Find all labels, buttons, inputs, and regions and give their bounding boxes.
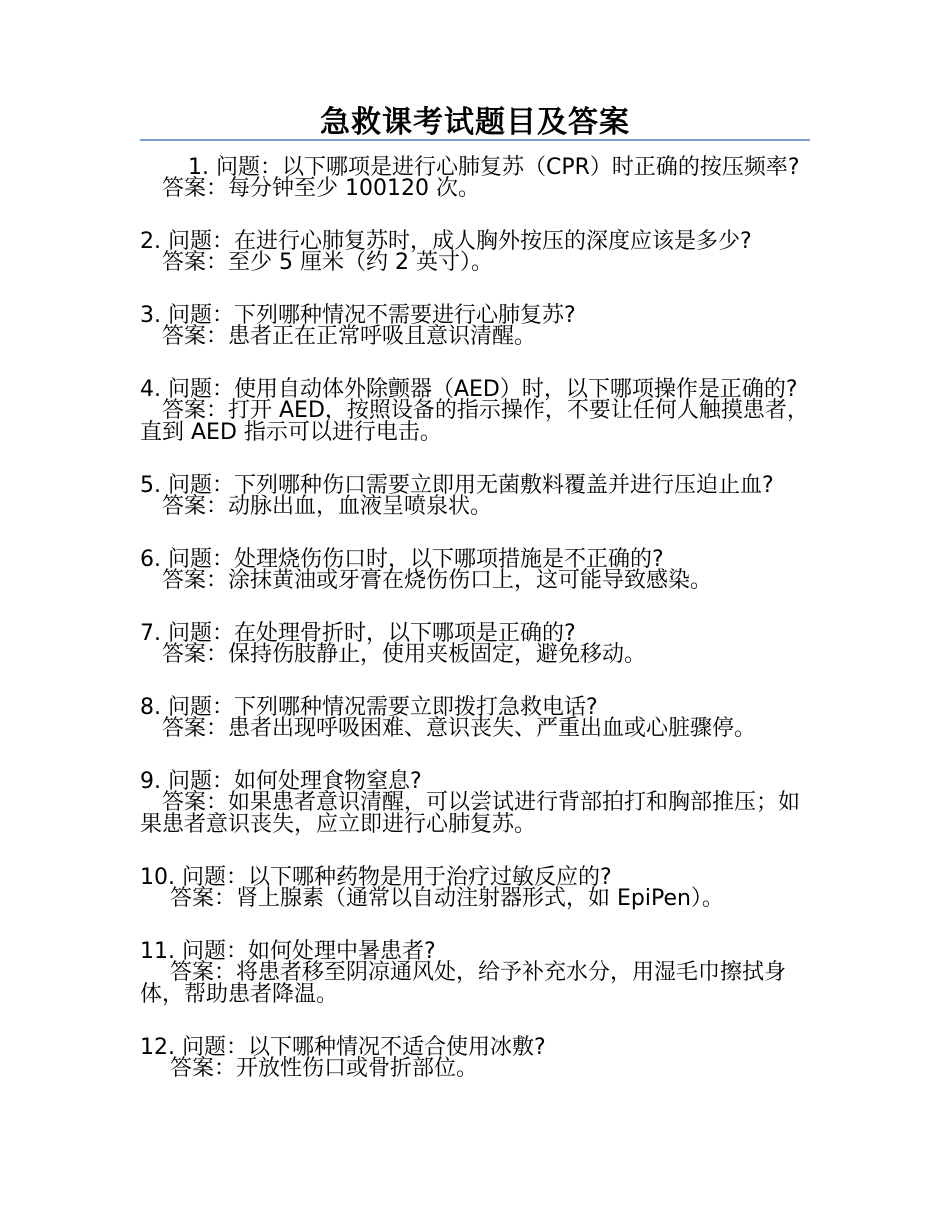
- question-text: 5. 问题：下列哪种伤口需要立即用无菌敷料覆盖并进行压迫止血?: [140, 473, 774, 498]
- question-text: 1. 问题：以下哪项是进行心肺复苏（CPR）时正确的按压频率?: [188, 155, 800, 180]
- answer-text: 答案：涂抹黄油或牙膏在烧伤伤口上，这可能导致感染。: [162, 568, 713, 593]
- qa-item-6: [140, 549, 810, 592]
- answer-text: 答案：开放性伤口或骨折部位。: [170, 1056, 479, 1081]
- question-text: 8. 问题：下列哪种情况需要立即拨打急救电话?: [140, 695, 598, 720]
- title-underline: [140, 139, 810, 141]
- question-text: 9. 问题：如何处理食物窒息?: [140, 769, 422, 794]
- answer-text: 答案：如果患者意识清醒，可以尝试进行背部拍打和胸部推压；如果患者意识丧失，应立即进行心肺复苏。: [140, 790, 801, 837]
- question-text: 6. 问题：处理烧伤伤口时，以下哪项措施是不正确的?: [140, 547, 664, 572]
- qa-item-2: [140, 231, 810, 274]
- qa-item-5: [140, 475, 810, 518]
- qa-list: [140, 157, 810, 1111]
- question-text: 7. 问题：在处理骨折时，以下哪项是正确的?: [140, 621, 576, 646]
- question-text: 2. 问题：在进行心肺复苏时，成人胸外按压的深度应该是多少?: [140, 229, 752, 254]
- question-text: 10. 问题：以下哪种药物是用于治疗过敏反应的?: [140, 865, 612, 890]
- qa-item-1: [140, 157, 810, 200]
- qa-item-10: [140, 867, 810, 910]
- answer-text: 答案：每分钟至少 100120 次。: [162, 176, 480, 201]
- answer-text: 答案：患者正在正常呼吸且意识清醒。: [162, 324, 537, 349]
- question-text: 12. 问题：以下哪种情况不适合使用冰敷?: [140, 1035, 546, 1060]
- question-text: 3. 问题：下列哪种情况不需要进行心肺复苏?: [140, 303, 576, 328]
- qa-item-9: [140, 771, 810, 836]
- qa-item-7: [140, 623, 810, 666]
- qa-item-12: [140, 1037, 810, 1080]
- answer-text: 答案：肾上腺素（通常以自动注射器形式，如 EpiPen）。: [170, 886, 724, 911]
- qa-item-3: [140, 305, 810, 348]
- qa-item-11: [140, 941, 810, 1006]
- question-text: 11. 问题：如何处理中暑患者?: [140, 939, 436, 964]
- question-text: 4. 问题：使用自动体外除颤器（AED）时，以下哪项操作是正确的?: [140, 377, 798, 402]
- answer-text: 答案：至少 5 厘米（约 2 英寸）。: [162, 250, 493, 275]
- answer-text: 答案：患者出现呼吸困难、意识丧失、严重出血或心脏骤停。: [162, 716, 757, 741]
- answer-text: 答案：动脉出血，血液呈喷泉状。: [162, 494, 493, 519]
- answer-text: 答案：打开 AED，按照设备的指示操作，不要让任何人触摸患者，直到 AED 指示可以进行电击。: [140, 398, 809, 445]
- document-title: 急救课考试题目及答案: [320, 105, 630, 140]
- qa-item-4: [140, 379, 810, 444]
- answer-text: 答案：保持伤肢静止，使用夹板固定，避免移动。: [162, 642, 647, 667]
- answer-text: 答案：将患者移至阴凉通风处，给予补充水分，用湿毛巾擦拭身体，帮助患者降温。: [140, 960, 787, 1007]
- qa-item-8: [140, 697, 810, 740]
